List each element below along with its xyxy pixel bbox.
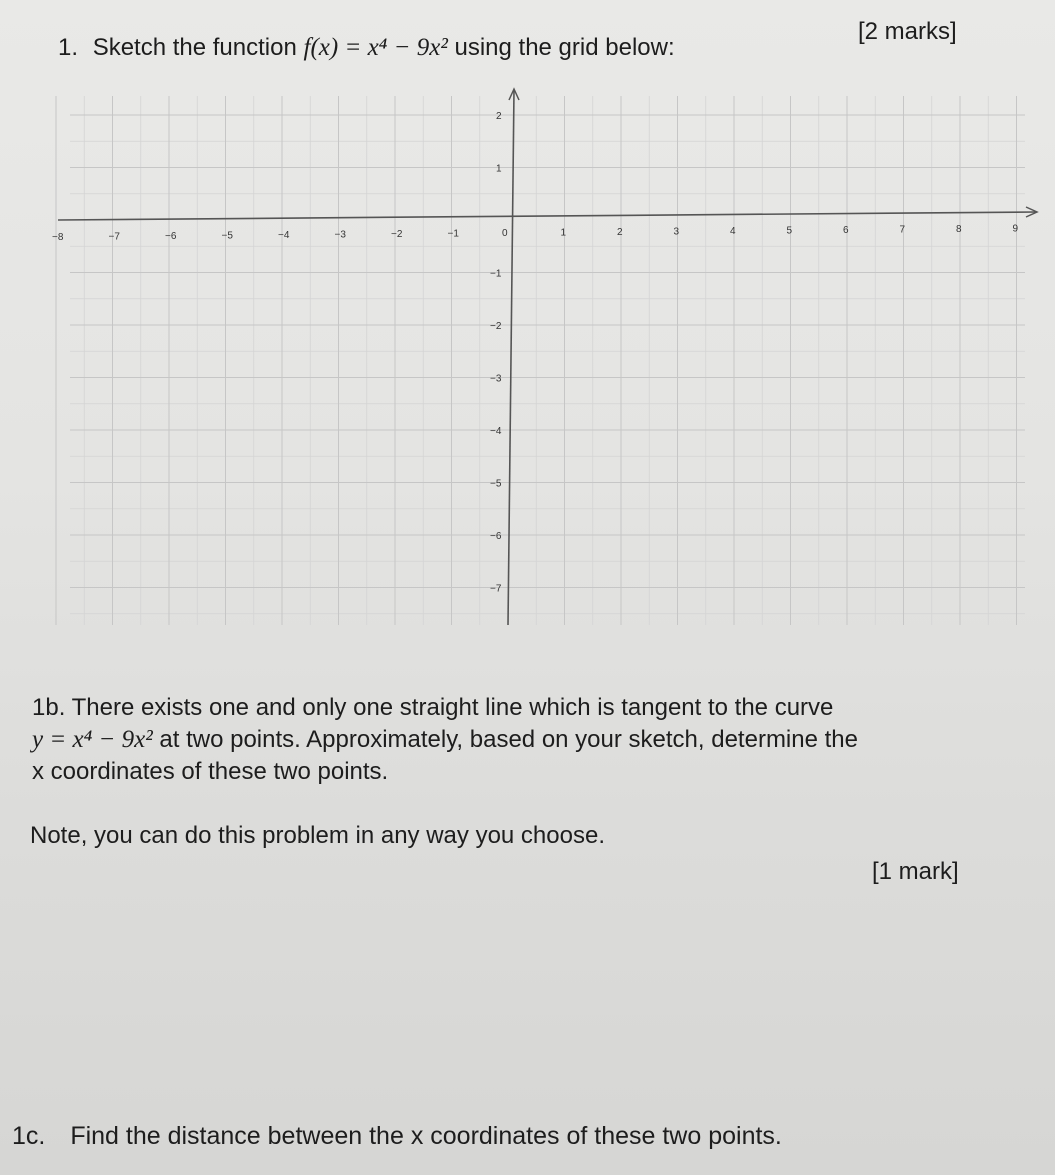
y-tick-label: −7 xyxy=(490,583,502,595)
x-tick-label: −5 xyxy=(221,230,233,242)
x-tick-label: −6 xyxy=(165,231,177,242)
x-tick-label: 0 xyxy=(502,228,508,239)
question-1 xyxy=(58,34,675,62)
x-tick-label: −1 xyxy=(447,228,459,240)
x-tick-label: 6 xyxy=(843,225,849,236)
question-text-before: Sketch the function xyxy=(92,34,297,61)
x-tick-label: 8 xyxy=(956,224,962,235)
x-tick-label: 7 xyxy=(899,224,906,236)
question-1c-number: 1c. xyxy=(12,1122,46,1150)
question-1b-marks: [1 mark] xyxy=(872,858,959,885)
coordinate-grid xyxy=(0,80,1055,640)
x-axis xyxy=(58,212,1036,220)
note-text: Note, you can do this problem in any way you choose. xyxy=(30,822,605,849)
major-grid-lines xyxy=(56,96,1025,625)
y-tick-label: 2 xyxy=(496,111,502,122)
y-tick-label: −2 xyxy=(490,321,502,332)
question-1c xyxy=(12,1122,782,1151)
x-tick-label: 1 xyxy=(560,227,567,239)
y-tick-label: −6 xyxy=(490,531,502,542)
axes xyxy=(58,89,1037,625)
x-tick-label: 5 xyxy=(786,225,793,237)
question-1b-line-2: at two points. Approximately, based on your sketch, determine the xyxy=(159,726,858,753)
question-1c-text: Find the distance between the x coordinates of these two points. xyxy=(70,1122,782,1150)
question-1b xyxy=(32,692,1042,788)
question-number: 1. xyxy=(58,34,79,61)
question-text-after: using the grid below: xyxy=(454,34,675,61)
x-tick-label: −7 xyxy=(108,231,120,243)
x-tick-label: −8 xyxy=(52,232,64,243)
question-1-marks: [2 marks] xyxy=(858,18,957,45)
x-tick-label: −4 xyxy=(278,230,290,241)
question-1b-line-3: x coordinates of these two points. xyxy=(32,758,389,785)
function-expression: f(x) = x⁴ − 9x² xyxy=(303,34,448,61)
x-tick-label: 4 xyxy=(730,226,736,237)
x-tick-label: 9 xyxy=(1012,223,1019,235)
x-tick-label: −3 xyxy=(334,229,346,241)
y-tick-label: 1 xyxy=(496,163,502,175)
y-tick-label: −3 xyxy=(490,373,502,385)
y-tick-label: −5 xyxy=(490,478,502,490)
y-axis xyxy=(508,90,514,625)
x-tick-label: −2 xyxy=(391,229,403,240)
question-1b-expression: y = x⁴ − 9x² xyxy=(32,726,153,753)
minor-grid-lines xyxy=(70,96,1025,625)
question-1b-line-1: 1b. There exists one and only one straight line which is tangent to the curve xyxy=(32,694,834,721)
y-tick-label: −4 xyxy=(490,426,502,437)
x-tick-label: 2 xyxy=(617,227,623,238)
y-tick-label: −1 xyxy=(490,268,502,280)
x-tick-label: 3 xyxy=(673,226,680,238)
